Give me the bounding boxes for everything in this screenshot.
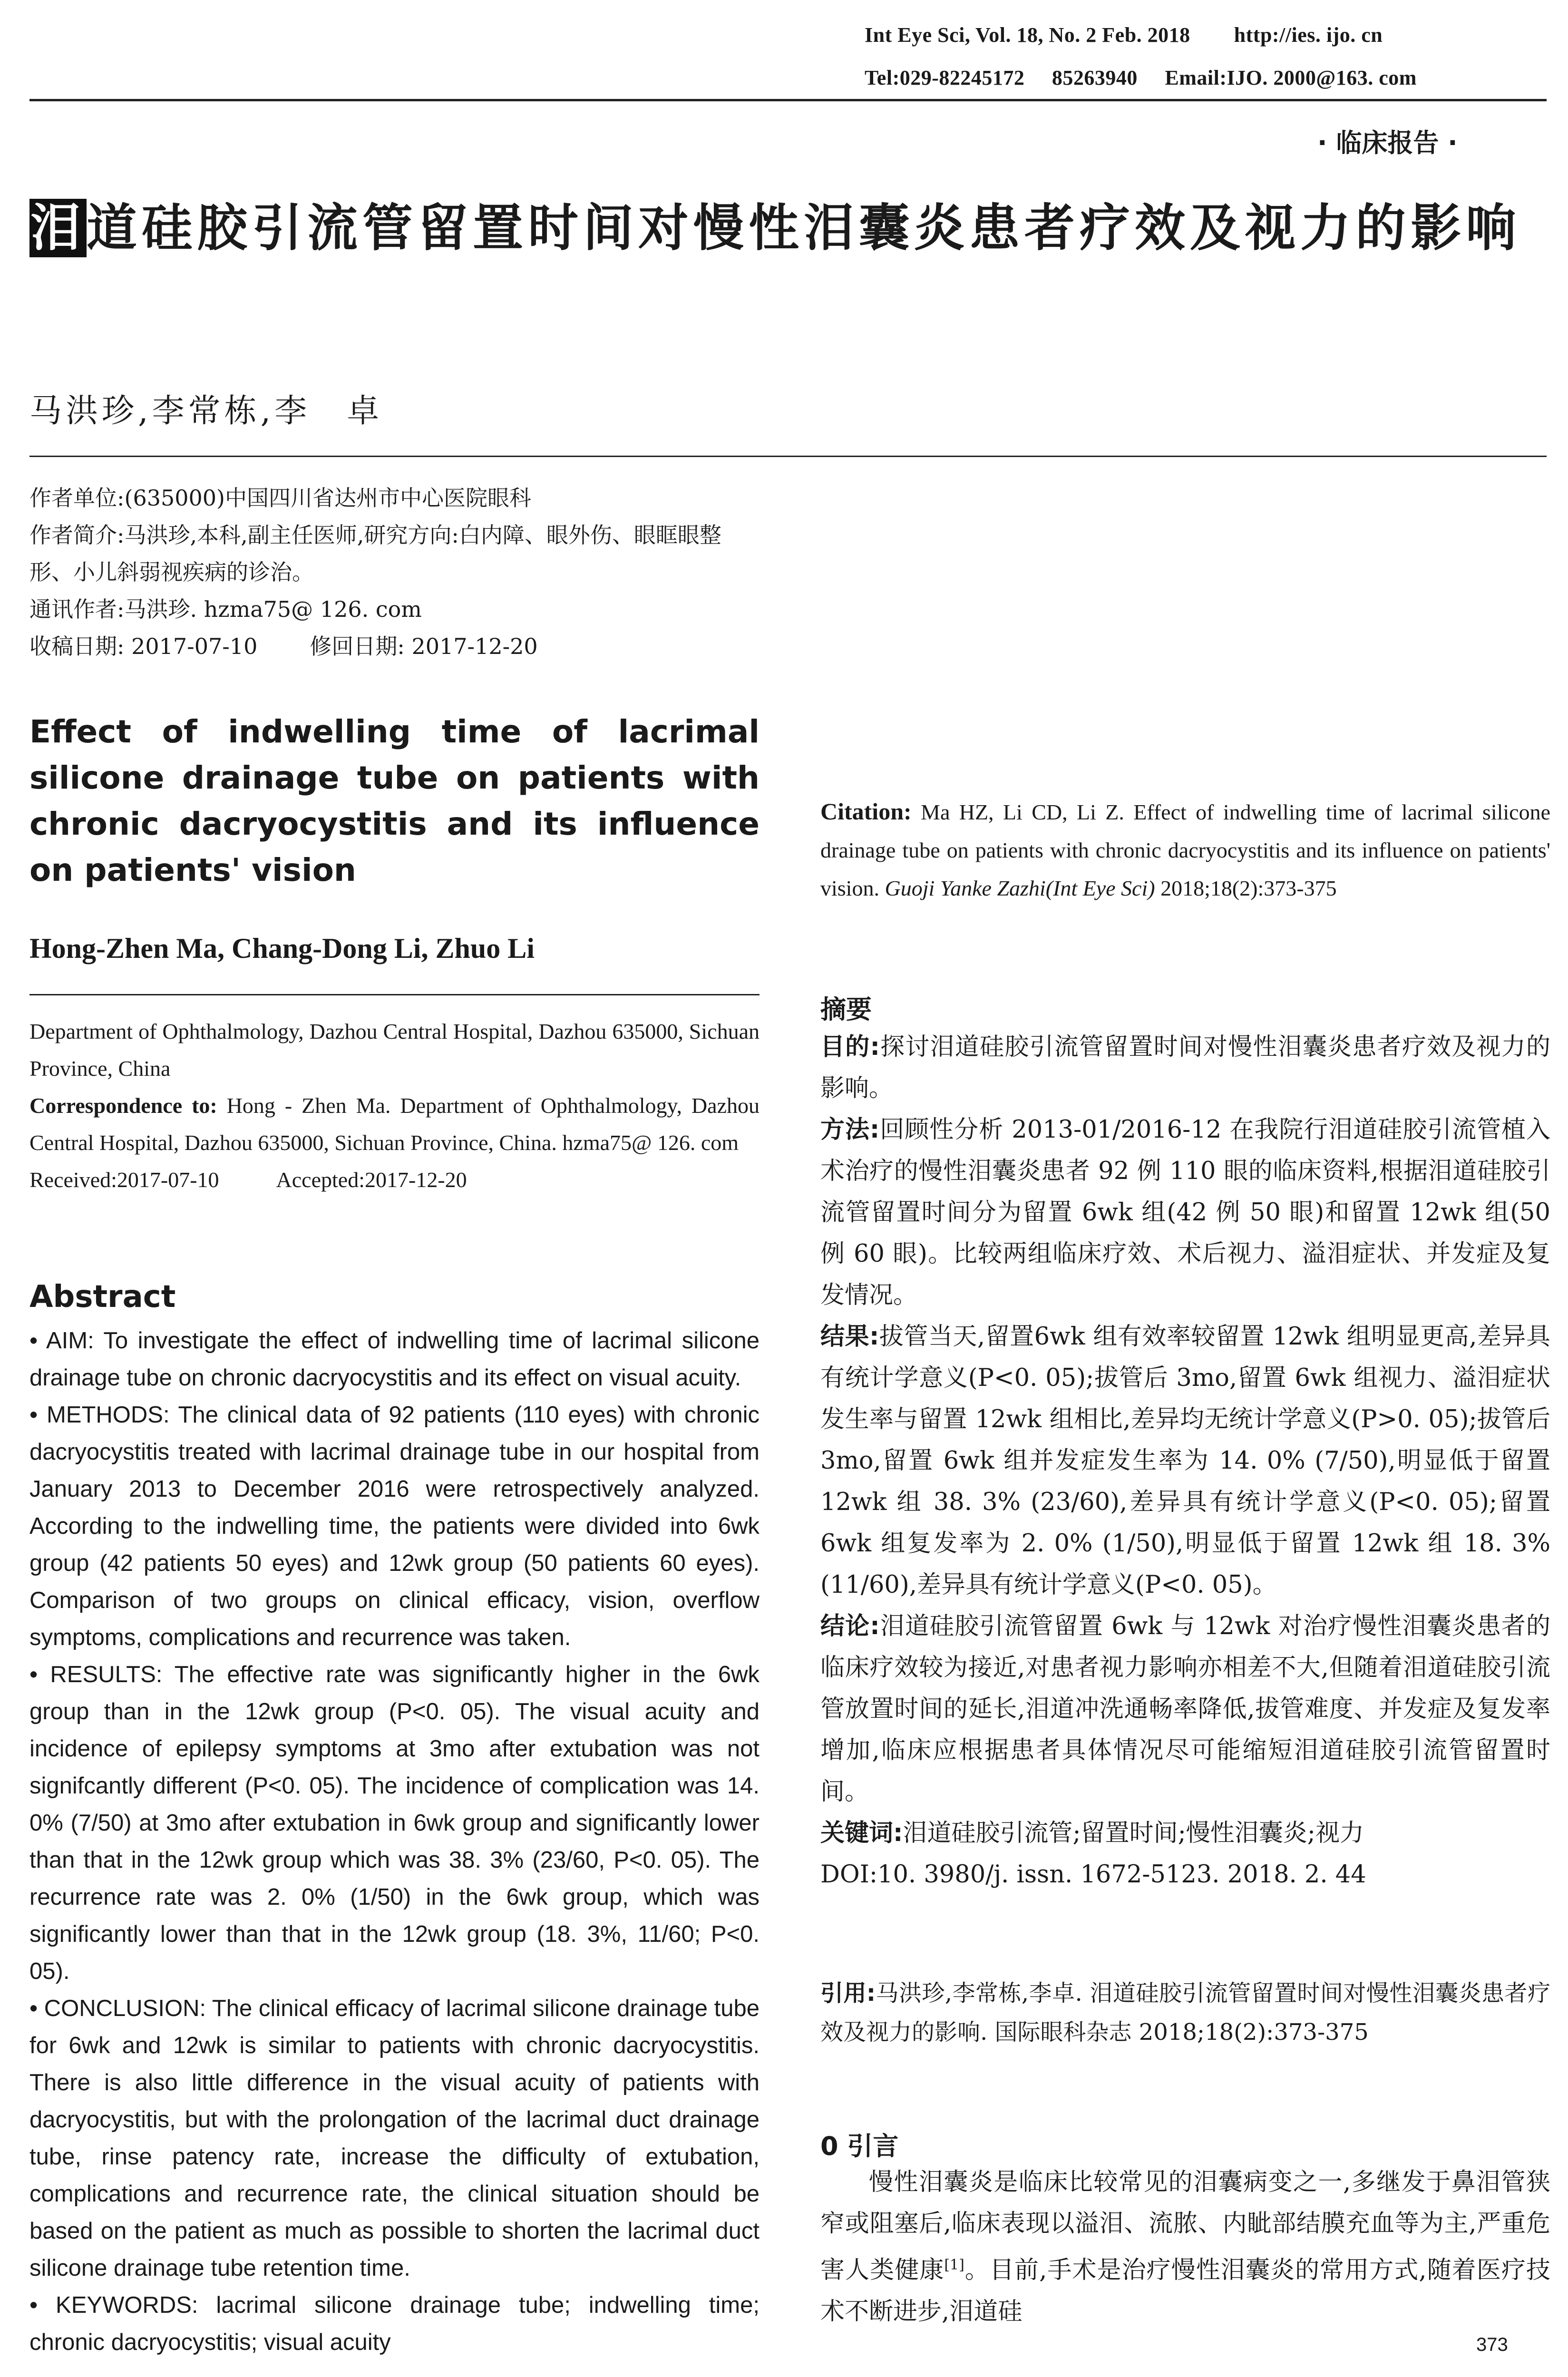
- cn-abstract-body: [820, 1026, 1550, 1895]
- author-rule: [29, 456, 1547, 457]
- journal-header-line1: Int Eye Sci, Vol. 18, No. 2 Feb. 2018 http://ies. ijo. cn: [865, 23, 1383, 47]
- accepted-date-en: Accepted:2017-12-20: [276, 1168, 467, 1192]
- citation-text: Ma HZ, Li CD, Li Z. Effect of indwelling time of lacrimal silicone drainage tube on patients with chronic dacryocystitis and its influence on patients' vision.: [820, 800, 1550, 900]
- corresponding-author: 通讯作者:马洪珍. hzma75@ 126. com: [29, 596, 422, 622]
- cn-results-label: 结果:: [820, 1323, 879, 1351]
- intro-text1: 慢性泪囊炎是临床比较常见的泪囊病变之一,多继发于鼻泪管狭窄或阻塞后,临床表现以溢泪、流脓、内眦部结膜充血等为主,严重危害人类健康: [820, 2168, 1550, 2284]
- abstract-aim: • AIM: To investigate the effect of indwelling time of lacrimal silicone drainage tube on chronic dacryocystitis and its effect on visual acuity.: [29, 1328, 760, 1391]
- cn-methods: [820, 1109, 1550, 1316]
- authors-cn: 马洪珍,李常栋,李 卓: [29, 392, 383, 430]
- cn-aim-text: 探讨泪道硅胶引流管留置时间对慢性泪囊炎患者疗效及视力的影响。: [820, 1033, 1550, 1102]
- correspondence-label: Correspondence to:: [29, 1093, 217, 1118]
- authors-en: Hong-Zhen Ma, Chang-Dong Li, Zhuo Li: [29, 933, 535, 964]
- cn-conclusion: [820, 1606, 1550, 1812]
- abstract-conclusion: • CONCLUSION: The clinical efficacy of lacrimal silicone drainage tube for 6wk and 12wk is similar to patients with chronic dacryocystitis. There is also little difference in the visual acuity of patients with dacryocystitis, but with the prolongation of the lacrimal duct drainage tube, rinse patency rate, increase the difficulty of extubation, complications and recurrence rate, the clinical situation should be based on the patient as much as possible to shorten the lacrimal duct silicone drainage tube retention time.: [29, 1996, 760, 2281]
- intro-text2: 。目前,手术是治疗慢性泪囊炎的常用方式,随着医疗技术不断进步,泪道硅: [820, 2256, 1550, 2326]
- correspondence: [29, 1087, 760, 1161]
- cn-methods-text: 回顾性分析 2013-01/2016-12 在我院行泪道硅胶引流管植入术治疗的慢性泪囊炎患者 92 例 110 眼的临床资料,根据泪道硅胶引流管留置时间分为留置 6wk 组(42 例 50 眼)和留置 12wk 组(50 例 60 眼)。比较两组临床疗效、术后视力、溢泪症状、并发症及复发情况。: [820, 1116, 1550, 1309]
- abstract-methods: • METHODS: The clinical data of 92 patients (110 eyes) with chronic dacryocystitis treated with lacrimal drainage tube in our hospital from January 2013 to December 2016 were retrospectively analyzed. According to the indwelling time, the patients were divided into 6wk group (42 patients 50 eyes) and 12wk group (50 patients 60 eyes). Comparison of two groups on clinical efficacy, vision, overflow symptoms, complications and recurrence was taken.: [29, 1402, 760, 1650]
- journal-header-line2: Tel:029-82245172 85263940 Email:IJO. 2000@163. com: [865, 66, 1417, 89]
- cn-conclusion-text: 泪道硅胶引流管留置 6wk 与 12wk 对治疗慢性泪囊炎患者的临床疗效较为接近,对患者视力影响亦相差不大,但随着泪道硅胶引流管放置时间的延长,泪道冲洗通畅率降低,拔管难度、并发症及复发率增加,临床应根据患者具体情况尽可能缩短泪道硅胶引流管留置时间。: [820, 1612, 1550, 1806]
- title-first-char: 泪: [30, 199, 86, 257]
- cn-results: [820, 1316, 1550, 1606]
- author-info: [29, 479, 760, 665]
- page-number: 373: [1476, 2334, 1508, 2355]
- cn-doi: DOI:10. 3980/j. issn. 1672-5123. 2018. 2. 44: [820, 1861, 1366, 1889]
- cn-methods-label: 方法:: [820, 1116, 880, 1144]
- author-unit: 作者单位:(635000)中国四川省达州市中心医院眼科: [29, 485, 531, 511]
- cn-aim-label: 目的:: [820, 1033, 880, 1061]
- cn-keywords-label: 关键词:: [820, 1819, 903, 1847]
- citation-journal: Guoji Yanke Zazhi(Int Eye Sci): [885, 876, 1155, 900]
- title-rest: 道硅胶引流管留置时间对慢性泪囊炎患者疗效及视力的影响: [87, 199, 1521, 257]
- cn-citation-label: 引用:: [820, 1980, 876, 2007]
- article-title-en: Effect of indwelling time of lacrimal silicone drainage tube on patients with chronic dacryocystitis and its influence on patients' vision: [29, 713, 760, 888]
- citation-label: Citation:: [820, 798, 912, 825]
- abstract-keywords: • KEYWORDS: lacrimal silicone drainage tube; indwelling time; chronic dacryocystitis; visual acuity: [29, 2292, 760, 2355]
- received-date-en: Received:2017-07-10: [29, 1168, 219, 1192]
- cn-aim: [820, 1026, 1550, 1109]
- revised-date-cn: 修回日期: 2017-12-20: [310, 633, 538, 659]
- abstract-heading: Abstract: [29, 1279, 176, 1315]
- citation-tail: 2018;18(2):373-375: [1155, 876, 1337, 900]
- cn-conclusion-label: 结论:: [820, 1612, 880, 1640]
- received-date-cn: 收稿日期: 2017-07-10: [29, 633, 258, 659]
- intro-heading: 0 引言: [820, 2131, 899, 2161]
- cn-citation-text: 马洪珍,李常栋,李卓. 泪道硅胶引流管留置时间对慢性泪囊炎患者疗效及视力的影响. 国际眼科杂志 2018;18(2):373-375: [820, 1980, 1550, 2046]
- cn-keywords-text: 泪道硅胶引流管;留置时间;慢性泪囊炎;视力: [903, 1819, 1364, 1847]
- cn-keywords: [820, 1812, 1550, 1854]
- header-rule: [29, 99, 1547, 101]
- author-bio: 作者简介:马洪珍,本科,副主任医师,研究方向:白内障、眼外伤、眼眶眼整形、小儿斜弱视疾病的诊治。: [29, 522, 721, 585]
- cn-abstract-heading: 摘要: [820, 994, 872, 1024]
- affiliation-dept: Department of Ophthalmology, Dazhou Central Hospital, Dazhou 635000, Sichuan Province, China: [29, 1019, 760, 1081]
- abstract-results: • RESULTS: The effective rate was significantly higher in the 6wk group than in the 12wk group (P<0. 05). The visual acuity and incidence of epilepsy symptoms at 3mo after extubation was not signifcantly different (P<0. 05). The incidence of complication was 14. 0% (7/50) at 3mo after extubation in 6wk group and significantly lower than that in the 12wk group which was 38. 3% (23/60, P<0. 05). The recurrence rate was 2. 0% (1/50) in the 6wk group, which was significantly lower than that in the 12wk group (18. 3%, 11/60; P<0. 05).: [29, 1662, 760, 1984]
- intro-body: [820, 2162, 1550, 2332]
- affiliation-block: [29, 1013, 760, 1198]
- affiliation-rule: [29, 994, 760, 995]
- abstract-body: [29, 1322, 760, 2361]
- intro-ref: [1]: [944, 2257, 964, 2273]
- correspondence-text: Hong - Zhen Ma. Department of Ophthalmology, Dazhou Central Hospital, Dazhou 635000, Sichuan Province, China. hzma75@ 126. com: [29, 1093, 760, 1155]
- cn-citation: [820, 1974, 1550, 2052]
- section-tag: · 临床报告 ·: [1317, 128, 1458, 158]
- dates-row-en: [29, 1161, 760, 1198]
- article-title-cn: [29, 195, 1547, 262]
- cn-results-text: 拔管当天,留置6wk 组有效率较留置 12wk 组明显更高,差异具有统计学意义(P<0. 05);拔管后 3mo,留置 6wk 组视力、溢泪症状发生率与留置 12wk 组相比,差异均无统计学意义(P>0. 05);拔管后 3mo,留置 6wk 组并发症发生率为 14. 0% (7/50),明显低于留置 12wk 组 38. 3% (23/60),差异具有统计学意义(P<0. 05);留置 6wk 组复发率为 2. 0% (1/50),明显低于留置 12wk 组 18. 3% (11/60),差异具有统计学意义(P<0. 05)。: [820, 1323, 1550, 1599]
- citation: [820, 792, 1550, 907]
- dates-row: [29, 628, 760, 665]
